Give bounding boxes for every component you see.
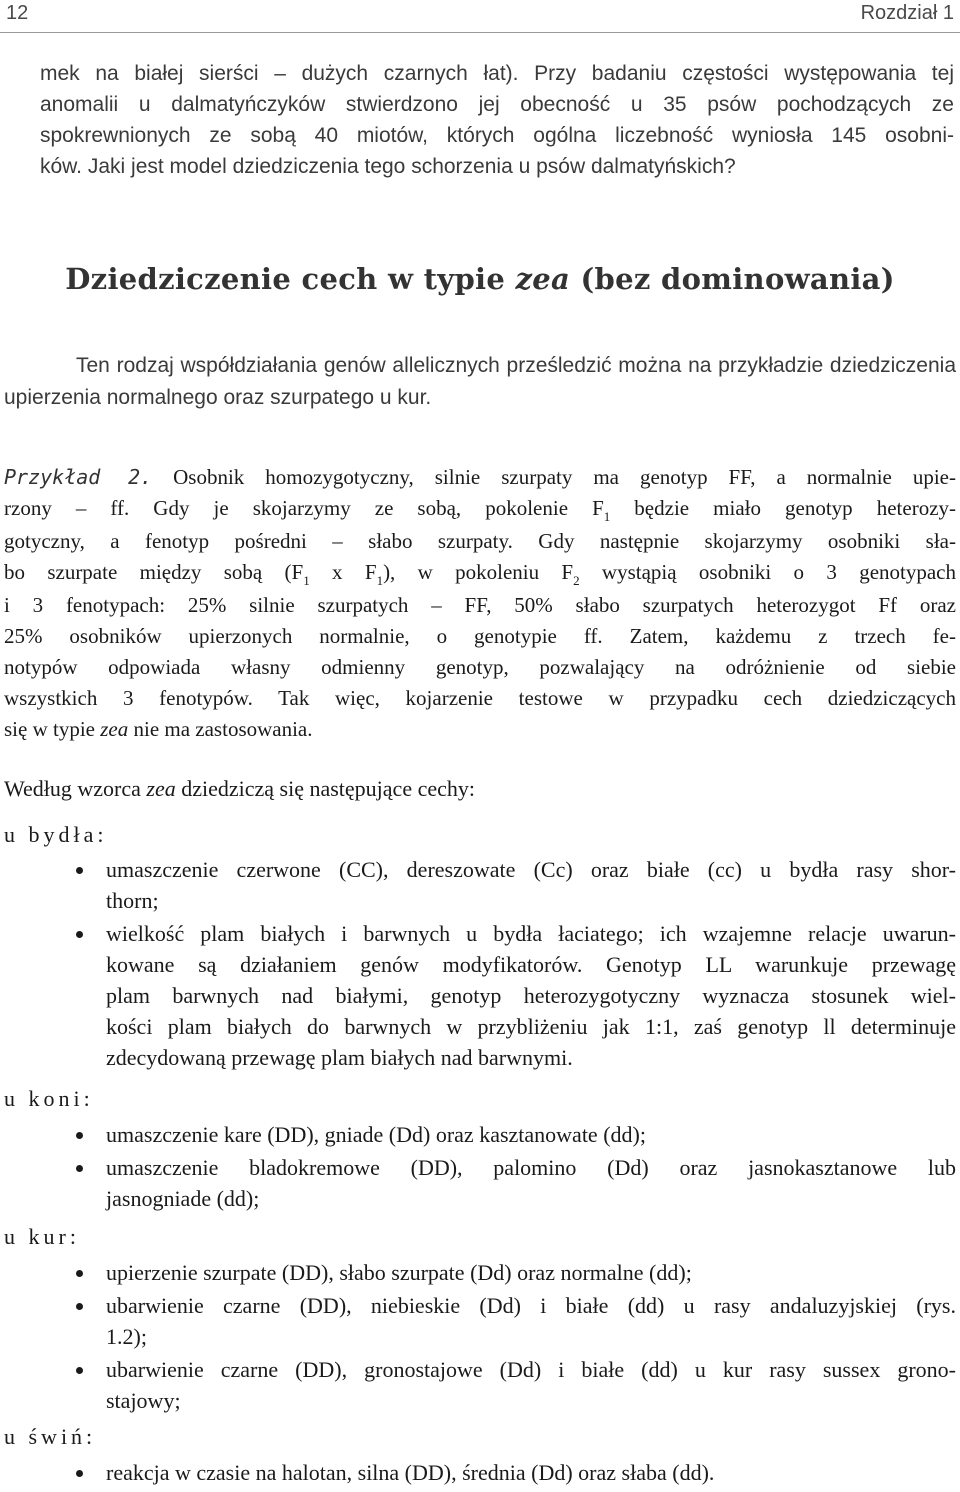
list-item bbox=[0, 1152, 956, 1214]
bullet-icon bbox=[76, 1165, 83, 1172]
group-label-kury: u kur: bbox=[4, 1224, 80, 1249]
intro-line: anomalii u dalmatyńczyków stwierdzono jej obecność u 35 psów pochodzących ze bbox=[40, 93, 954, 116]
trait-line: thorn; bbox=[106, 888, 159, 913]
trait-line: zdecydowaną przewagę plam białych nad barwnymi. bbox=[106, 1045, 573, 1070]
subscript: 1 bbox=[376, 573, 384, 588]
list-item bbox=[0, 1119, 956, 1150]
group-label-swinie: u świń: bbox=[4, 1424, 97, 1449]
trait-line: upierzenie szurpate (DD), słabo szurpate (Dd) oraz normalne (dd); bbox=[106, 1260, 692, 1285]
bullet-icon bbox=[76, 1270, 83, 1277]
page-number: 12 bbox=[6, 2, 29, 24]
example-text: x F bbox=[309, 560, 377, 584]
example-text: rzony – ff. Gdy je skojarzymy ze sobą, pokolenie F bbox=[4, 496, 604, 520]
bullet-icon bbox=[76, 931, 83, 938]
example-line bbox=[4, 493, 956, 526]
list-item bbox=[0, 1290, 956, 1352]
example-block bbox=[4, 462, 956, 745]
trait-line: jasnogniade (dd); bbox=[106, 1186, 260, 1211]
trait-line: umaszczenie kare (DD), gniade (Dd) oraz kasztanowate (dd); bbox=[106, 1122, 646, 1147]
trait-line: wielkość plam białych i barwnych u bydła łaciatego; ich wzajemne relacje uwarun- bbox=[106, 921, 956, 946]
example-line: gotyczny, a fenotyp pośredni – słabo szurpaty. Gdy następnie skojarzymy osobniki sła- bbox=[4, 529, 956, 553]
section-heading-italic: zea bbox=[515, 262, 571, 296]
traits-intro-italic: zea bbox=[146, 776, 176, 801]
example-label: Przykład 2. bbox=[4, 465, 153, 489]
example-line: wszystkich 3 fenotypów. Tak więc, kojarzenie testowe w przypadku cech dziedziczących bbox=[4, 686, 956, 710]
section-heading bbox=[0, 262, 960, 296]
bullet-icon bbox=[76, 1303, 83, 1310]
bullet-icon bbox=[76, 1470, 83, 1477]
list-item bbox=[0, 1354, 956, 1416]
intro-line: ków. Jaki jest model dziedziczenia tego schorzenia u psów dalmatyńskich? bbox=[40, 155, 736, 178]
trait-line: ubarwienie czarne (DD), niebieskie (Dd) i białe (dd) u rasy andaluzyjskiej (rys. bbox=[106, 1293, 956, 1318]
trait-list-kury bbox=[0, 1257, 956, 1418]
example-text: bo szurpate między sobą (F bbox=[4, 560, 304, 584]
subscript: 1 bbox=[603, 509, 611, 524]
example-text: będzie miało genotyp heterozy- bbox=[610, 496, 957, 520]
list-item bbox=[0, 1457, 956, 1488]
trait-list-bydlo bbox=[0, 854, 956, 1075]
traits-intro bbox=[4, 776, 956, 802]
bullet-icon bbox=[76, 1367, 83, 1374]
trait-line: umaszczenie czerwone (CC), dereszowate (Cc) oraz białe (cc) u bydła rasy shor- bbox=[106, 857, 956, 882]
trait-line: kości plam białych do barwnych w przybliżeniu jak 1:1, zaś genotyp ll determinuje bbox=[106, 1014, 956, 1039]
intro-line: spokrewnionych ze sobą 40 miotów, których ogólna liczebność wyniosła 145 osobni- bbox=[40, 124, 954, 147]
traits-intro-text: dziedziczą się następujące cechy: bbox=[175, 776, 475, 801]
list-item bbox=[0, 1257, 956, 1288]
trait-line: plam barwnych nad białymi, genotyp heterozygotyczny wyznacza stosunek wiel- bbox=[106, 983, 956, 1008]
traits-intro-text: Według wzorca bbox=[4, 776, 147, 801]
example-text: nie ma zastosowania. bbox=[128, 717, 313, 741]
subscript: 2 bbox=[573, 573, 580, 588]
trait-line: 1.2); bbox=[106, 1324, 147, 1349]
lead-paragraph: Ten rodzaj współdziałania genów allelicznych prześledzić można na przykładzie dziedziczenia upierzenia normalnego oraz szurpatego u kur. bbox=[4, 354, 956, 409]
section-heading-suffix: (bez dominowania) bbox=[570, 262, 895, 296]
example-line bbox=[4, 557, 956, 590]
list-item bbox=[0, 854, 956, 916]
trait-line: umaszczenie bladokremowe (DD), palomino (Dd) oraz jasnokasztanowe lub bbox=[106, 1155, 956, 1180]
trait-line: reakcja w czasie na halotan, silna (DD), średnia (Dd) oraz słaba (dd). bbox=[106, 1460, 715, 1485]
example-text: Osobnik homozygotyczny, silnie szurpaty ma genotyp FF, a normalnie upie- bbox=[152, 465, 956, 489]
example-line bbox=[4, 462, 956, 493]
page-header bbox=[0, 0, 960, 33]
section-heading-text: Dziedziczenie cech w typie bbox=[65, 262, 516, 296]
list-item bbox=[0, 918, 956, 1073]
intro-line: mek na białej sierści – dużych czarnych łat). Przy badaniu częstości występowania tej bbox=[40, 62, 954, 85]
bullet-icon bbox=[76, 867, 83, 874]
trait-line: ubarwienie czarne (DD), gronostajowe (Dd) i białe (dd) u kur rasy sussex grono- bbox=[106, 1357, 956, 1382]
intro-paragraph bbox=[40, 58, 954, 182]
chapter-label: Rozdział 1 bbox=[860, 2, 954, 24]
trait-line: kowane są działaniem genów modyfikatorów. Genotyp LL warunkuje przewagę bbox=[106, 952, 956, 977]
bullet-icon bbox=[76, 1132, 83, 1139]
example-line: i 3 fenotypach: 25% silnie szurpatych – FF, 50% słabo szurpatych heterozygot Ff oraz bbox=[4, 593, 956, 617]
subscript: 1 bbox=[303, 573, 310, 588]
example-line: notypów odpowiada własny odmienny genotyp, pozwalający na odróżnienie od siebie bbox=[4, 655, 956, 679]
trait-line: stajowy; bbox=[106, 1388, 181, 1413]
group-label-konie: u koni: bbox=[4, 1086, 94, 1111]
group-label-bydlo: u bydła: bbox=[4, 822, 108, 847]
example-line bbox=[4, 714, 956, 745]
example-line: 25% osobników upierzonych normalnie, o genotypie ff. Zatem, każdemu z trzech fe- bbox=[4, 624, 956, 648]
example-text: wystąpią osobniki o 3 genotypach bbox=[579, 560, 956, 584]
example-text: się w typie bbox=[4, 717, 101, 741]
example-italic: zea bbox=[100, 717, 129, 741]
example-text: ), w pokoleniu F bbox=[383, 560, 574, 584]
trait-list-swinie bbox=[0, 1457, 956, 1490]
trait-list-konie bbox=[0, 1119, 956, 1216]
